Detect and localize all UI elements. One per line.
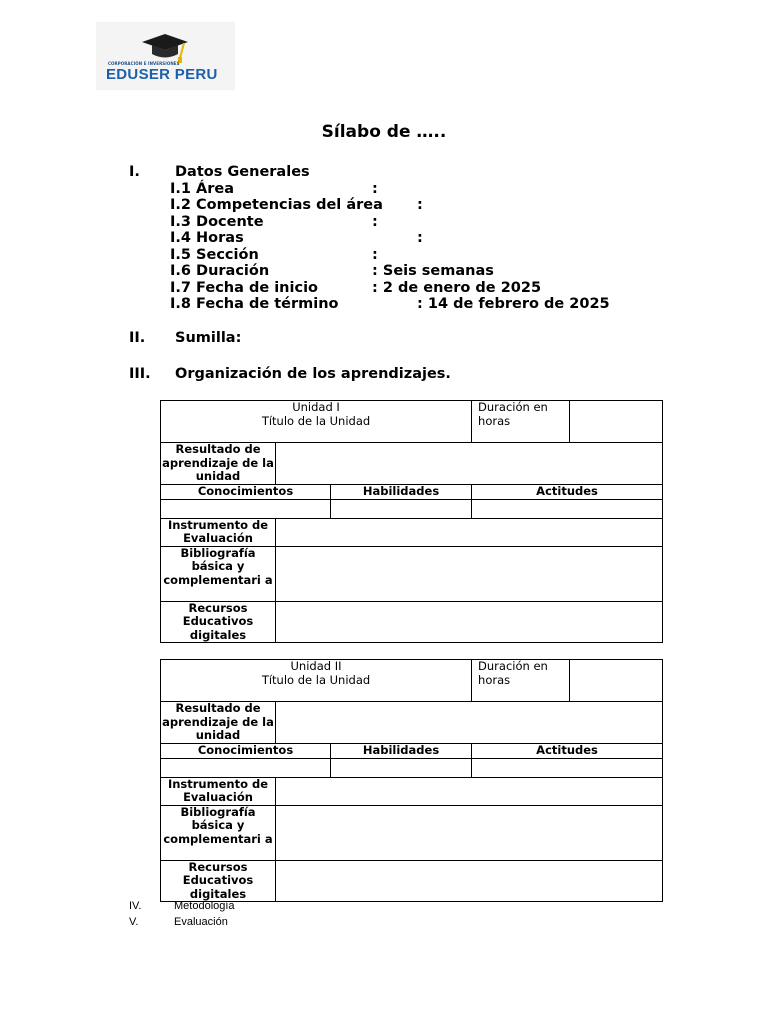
recursos-label: Recursos Educativos digitales [161,860,276,902]
biblio-label: Bibliografía básica y complementari a [161,546,276,601]
unit-table-1 [160,400,663,643]
actitudes-cell [472,499,663,518]
duration-value [570,660,663,702]
logo-subtitle: CORPORACIÓN E INVERSIONES [108,61,180,66]
section-4-number: IV. [129,900,142,912]
col-habilidades: Habilidades [331,744,472,759]
biblio-value [276,805,663,860]
recursos-label: Recursos Educativos digitales [161,601,276,643]
logo-brand: EDUSER PERU [106,66,218,83]
habilidades-cell [331,499,472,518]
section-3-title: Organización de los aprendizajes. [175,366,451,382]
duration-value [570,401,663,443]
general-value-duracion: : Seis semanas [372,263,494,279]
general-colon: : [372,247,378,263]
instrument-label: Instrumento de Evaluación [161,777,276,805]
section-1-title: Datos Generales [175,164,310,180]
recursos-value [276,860,663,902]
conocimientos-cell [161,499,331,518]
conocimientos-cell [161,758,331,777]
result-value [276,443,663,485]
section-3-number: III. [129,366,151,382]
biblio-value [276,546,663,601]
instrument-value [276,518,663,546]
result-label: Resultado de aprendizaje de la unidad [162,442,274,483]
unit-title: Título de la Unidad [261,672,371,687]
general-colon: : [417,197,423,213]
habilidades-cell [331,758,472,777]
general-row-fecha-termino: I.8 Fecha de término [170,296,339,312]
duration-label: Duración en horas [472,660,570,702]
unit-title: Título de la Unidad [261,413,371,428]
col-conocimientos: Conocimientos [161,744,331,759]
section-1-number: I. [129,164,140,180]
result-value [276,702,663,744]
col-actitudes: Actitudes [472,744,663,759]
general-colon: : [417,230,423,246]
biblio-label: Bibliografía básica y complementari a [161,805,276,860]
result-label: Resultado de aprendizaje de la unidad [162,701,274,742]
duration-label: Duración en horas [472,401,570,443]
instrument-value [276,777,663,805]
unit-heading [161,401,472,443]
general-row-fecha-inicio: I.7 Fecha de inicio [170,280,318,296]
section-5-title: Evaluación [174,916,228,928]
col-actitudes: Actitudes [472,485,663,500]
general-row-horas: I.4 Horas [170,230,244,246]
col-conocimientos: Conocimientos [161,485,331,500]
unit-label: Unidad II [290,659,342,673]
general-value-fecha-inicio: : 2 de enero de 2025 [372,280,542,296]
unit-heading [161,660,472,702]
actitudes-cell [472,758,663,777]
recursos-value [276,601,663,643]
general-row-competencias: I.2 Competencias del área [170,197,383,213]
unit-label: Unidad I [292,400,340,414]
col-habilidades: Habilidades [331,485,472,500]
section-2-number: II. [129,330,146,346]
section-4-title: Metodología [174,900,235,912]
page-title: Sílabo de ….. [321,122,447,142]
general-row-area: I.1 Área [170,181,235,197]
general-colon: : [372,181,378,197]
section-2-title: Sumilla: [175,330,242,346]
unit-table-2 [160,659,663,902]
instrument-label: Instrumento de Evaluación [161,518,276,546]
general-value-fecha-termino: : 14 de febrero de 2025 [417,296,610,312]
logo [96,22,235,90]
general-row-duracion: I.6 Duración [170,263,270,279]
general-row-seccion: I.5 Sección [170,247,259,263]
section-5-number: V. [129,916,139,928]
general-colon: : [372,214,378,230]
general-row-docente: I.3 Docente [170,214,264,230]
